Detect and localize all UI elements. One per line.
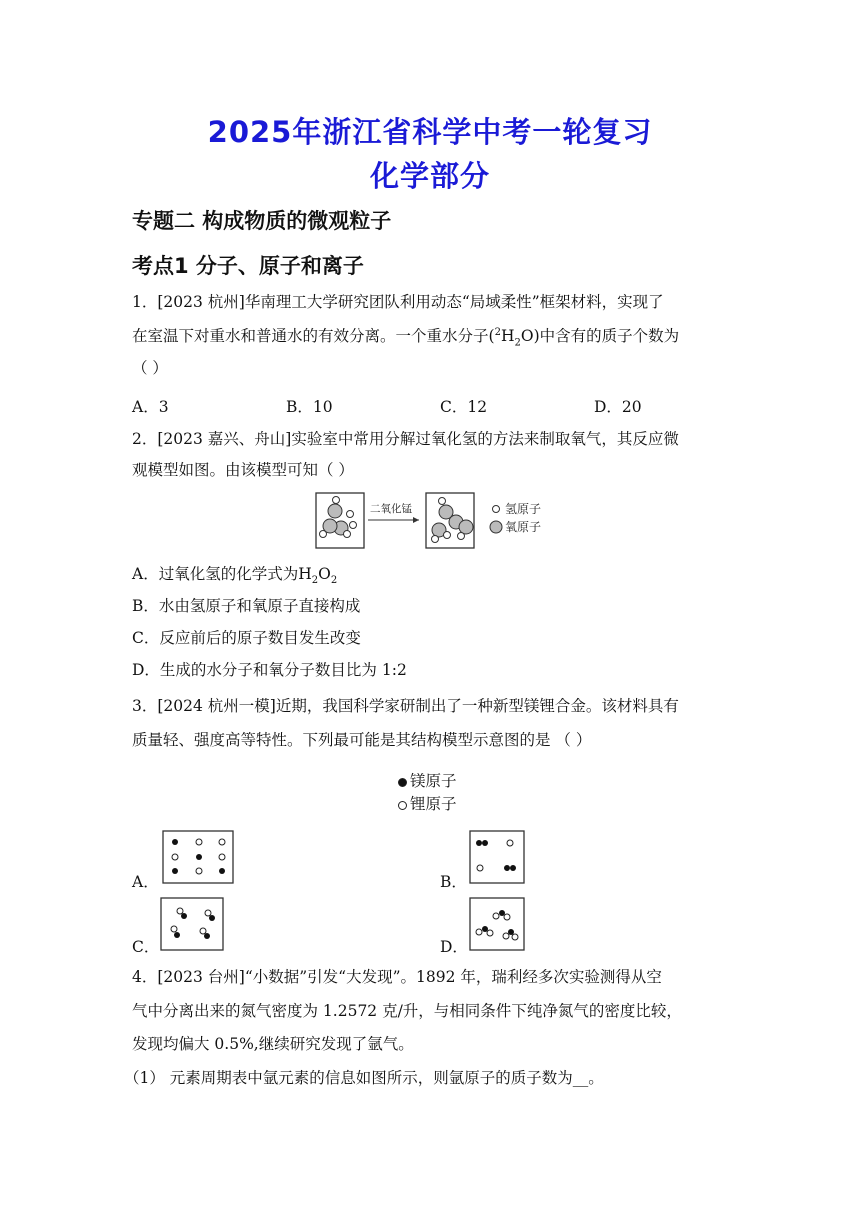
q2-legend-o-label: 氧原子 [505,520,542,534]
q3-option-a-model [162,830,234,884]
q1-sup: 2 [494,327,501,338]
point-heading: 考点1 分子、原子和离子 [132,254,364,278]
q2-arrow-label: 二氧化锰 [370,503,412,515]
q2-option-a-sub2: 2 [330,575,338,587]
q4-line2: 气中分离出来的氮气密度为 1.2572 克/升，与相同条件下纯净氮气的密度比较， [132,1002,682,1020]
q3-option-a-label: A． [132,873,159,891]
q1-sub: 2 [514,337,521,349]
q2-option-a-sub1: 2 [311,575,319,587]
q3-legend-mg-dot [398,778,407,787]
q2-option-b: B．水由氢原子和氧原子直接构成 [132,597,361,615]
q1-line2 [132,327,679,349]
q1-option-c: C．12 [440,398,488,416]
q2-legend-h-dot [493,506,500,513]
q1-formula-h: H [500,327,515,346]
q3-option-c-label: C． [132,938,160,956]
q1-option-a: A．3 [132,398,169,416]
q2-option-c: C．反应前后的原子数目发生改变 [132,629,361,647]
q3-option-b-model [469,830,525,884]
q3-option-b-label: B． [440,873,467,891]
q3-option-c-model [160,897,224,951]
q2-option-a [132,565,337,587]
q1-line1: 1．[2023 杭州]华南理工大学研究团队利用动态“局域柔性”框架材料，实现了 [132,293,664,311]
q2-option-a-o: O [318,565,331,583]
page-subtitle: 化学部分 [369,159,490,193]
q1-formula-o: O [520,327,534,346]
q2-line2: 观模型如图。由该模型可知（ ） [132,461,354,479]
q2-before-box [316,493,364,548]
q3-option-d-model [469,897,525,951]
q2-line1: 2．[2023 嘉兴、舟山]实验室中常用分解过氧化氢的方法来制取氧气，其反应微 [132,430,679,448]
q3-option-d-label: D． [440,938,468,956]
q1-option-d: D．20 [594,398,642,416]
topic-heading: 专题二 构成物质的微观粒子 [132,209,392,233]
q1-answer-bracket: （ ） [132,359,168,377]
q4-line3: 发现均偏大 0.5%,继续研究发现了氩气。 [132,1035,414,1053]
q4-subquestion-1: （1） 元素周期表中氩元素的信息如图所示，则氩原子的质子数为__。 [124,1069,604,1087]
q3-line1: 3．[2024 杭州一模]近期，我国科学家研制出了一种新型镁锂合金。该材料具有 [132,697,679,715]
q2-option-d: D．生成的水分子和氧分子数目比为 1:2 [132,661,407,679]
q3-legend-li-label: 锂原子 [410,795,457,813]
q3-legend-li-dot [398,801,407,810]
q4-line1: 4．[2023 台州]“小数据”引发“大发现”。1892 年，瑞利经多次实验测得从空 [132,968,662,986]
q2-reaction-model-figure [314,490,554,552]
q1-line2-text-b: )中含有的质子个数为 [533,327,680,346]
q3-line2: 质量轻、强度高等特性。下列最可能是其结构模型示意图的是 （ ） [132,731,592,749]
q3-legend-mg [398,769,457,791]
q3-legend-mg-label: 镁原子 [410,772,457,790]
q2-option-a-text: A．过氧化氢的化学式为H [132,565,312,583]
q3-legend-li [398,792,457,814]
q1-option-b: B．10 [286,398,333,416]
q1-line2-text-a: 在室温下对重水和普通水的有效分离。一个重水分子( [132,327,495,346]
q2-legend-h-label: 氢原子 [505,502,542,516]
page-title: 2025年浙江省科学中考一轮复习 [207,115,653,149]
q2-legend-o-dot [490,521,502,533]
